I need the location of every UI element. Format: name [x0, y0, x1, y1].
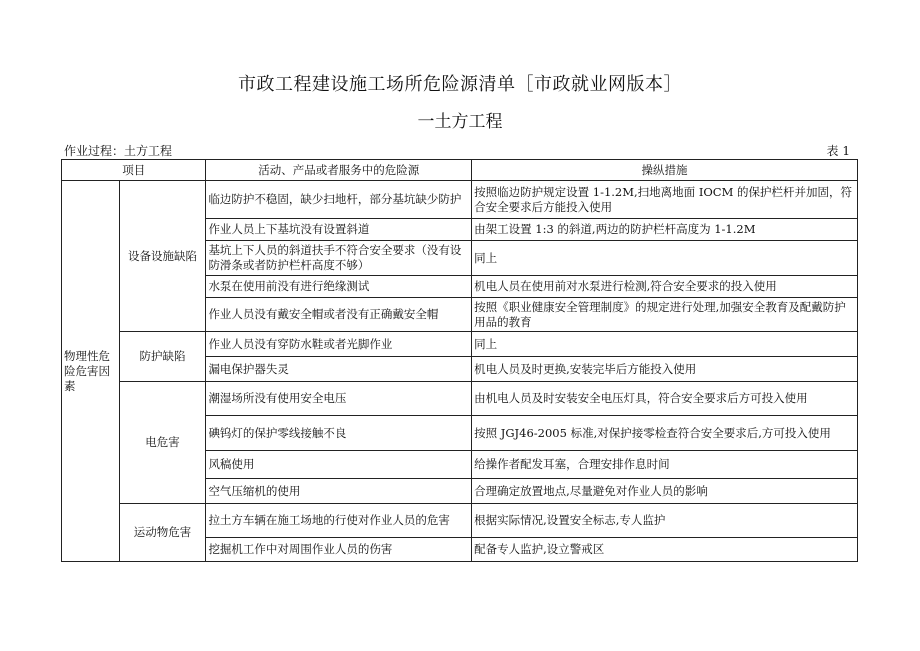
hazard-cell: 风稿使用 [206, 451, 472, 479]
measure-cell: 按照 JGJ46-2005 标准,对保护接零检查符合安全要求后,方可投入使用 [472, 416, 858, 451]
group-cell: 运动物危害 [119, 504, 206, 562]
hazard-cell: 作业人员上下基坑没有设置斜道 [206, 219, 472, 241]
process-label: 作业过程：土方工程 [64, 144, 173, 158]
measure-cell: 按照《职业健康安全管理制度》的规定进行处理,加强安全教育及配戴防护用品的教育 [472, 298, 858, 332]
group-cell: 设备设施缺陷 [119, 181, 206, 332]
hazard-cell: 基坑上下人员的斜道扶手不符合安全要求（没有设防滑条或者防护栏杆高度不够） [206, 241, 472, 276]
table-row [62, 504, 858, 538]
document-title: 市政工程建设施工场所危险源清单［市政就业网版本］ [238, 74, 682, 95]
measure-cell: 配备专人监护,设立警戒区 [472, 538, 858, 562]
hazard-cell: 临边防护不稳固，缺少扫地杆，部分基坑缺少防护 [206, 181, 472, 219]
hazard-cell: 拉土方车辆在施工场地的行使对作业人员的危害 [206, 504, 472, 538]
header-hazard: 活动、产品或者服务中的危险源 [206, 160, 472, 181]
hazard-cell: 碘钨灯的保护零线接触不良 [206, 416, 472, 451]
table-row [62, 382, 858, 416]
hazard-cell: 水泵在使用前没有进行绝缘测试 [206, 276, 472, 298]
measure-cell: 机电人员在使用前对水泵进行检测,符合安全要求的投入使用 [472, 276, 858, 298]
measure-cell: 机电人员及时更换,安装完毕后方能投入使用 [472, 357, 858, 382]
hazard-cell: 作业人员没有戴安全帽或者没有正确戴安全帽 [206, 298, 472, 332]
header-measure: 操纵措施 [472, 160, 858, 181]
hazard-cell: 漏电保护器失灵 [206, 357, 472, 382]
measure-cell: 合理确定放置地点,尽量避免对作业人员的影响 [472, 479, 858, 504]
measure-cell: 由机电人员及时安装安全电压灯具，符合安全要求后方可投入使用 [472, 382, 858, 416]
hazard-cell: 挖掘机工作中对周围作业人员的伤害 [206, 538, 472, 562]
measure-cell: 同上 [472, 332, 858, 357]
group-cell: 防护缺陷 [119, 332, 206, 382]
hazard-cell: 空气压缩机的使用 [206, 479, 472, 504]
table-header-row [62, 160, 858, 181]
table-row [62, 332, 858, 357]
hazard-cell: 潮湿场所没有使用安全电压 [206, 382, 472, 416]
group-cell: 电危害 [119, 382, 206, 504]
measure-cell: 同上 [472, 241, 858, 276]
hazard-cell: 作业人员没有穿防水鞋或者光脚作业 [206, 332, 472, 357]
measure-cell: 根据实际情况,设置安全标志,专人监护 [472, 504, 858, 538]
header-item: 项目 [62, 160, 206, 181]
category-cell: 物理性危险危害因素 [62, 181, 120, 562]
measure-cell: 按照临边防护规定设置 1-1.2M,扫地离地面 IOCM 的保护栏杆并加固，符合安全要求后方能投入使用 [472, 181, 858, 219]
table-row [62, 181, 858, 219]
table-number-label: 表 1 [826, 144, 850, 158]
section-title: 一土方工程 [417, 112, 503, 132]
measure-cell: 由架工设置 1:3 的斜道,两边的防护栏杆高度为 1-1.2M [472, 219, 858, 241]
hazard-table [61, 159, 858, 562]
measure-cell: 给操作者配发耳塞，合理安排作息时间 [472, 451, 858, 479]
